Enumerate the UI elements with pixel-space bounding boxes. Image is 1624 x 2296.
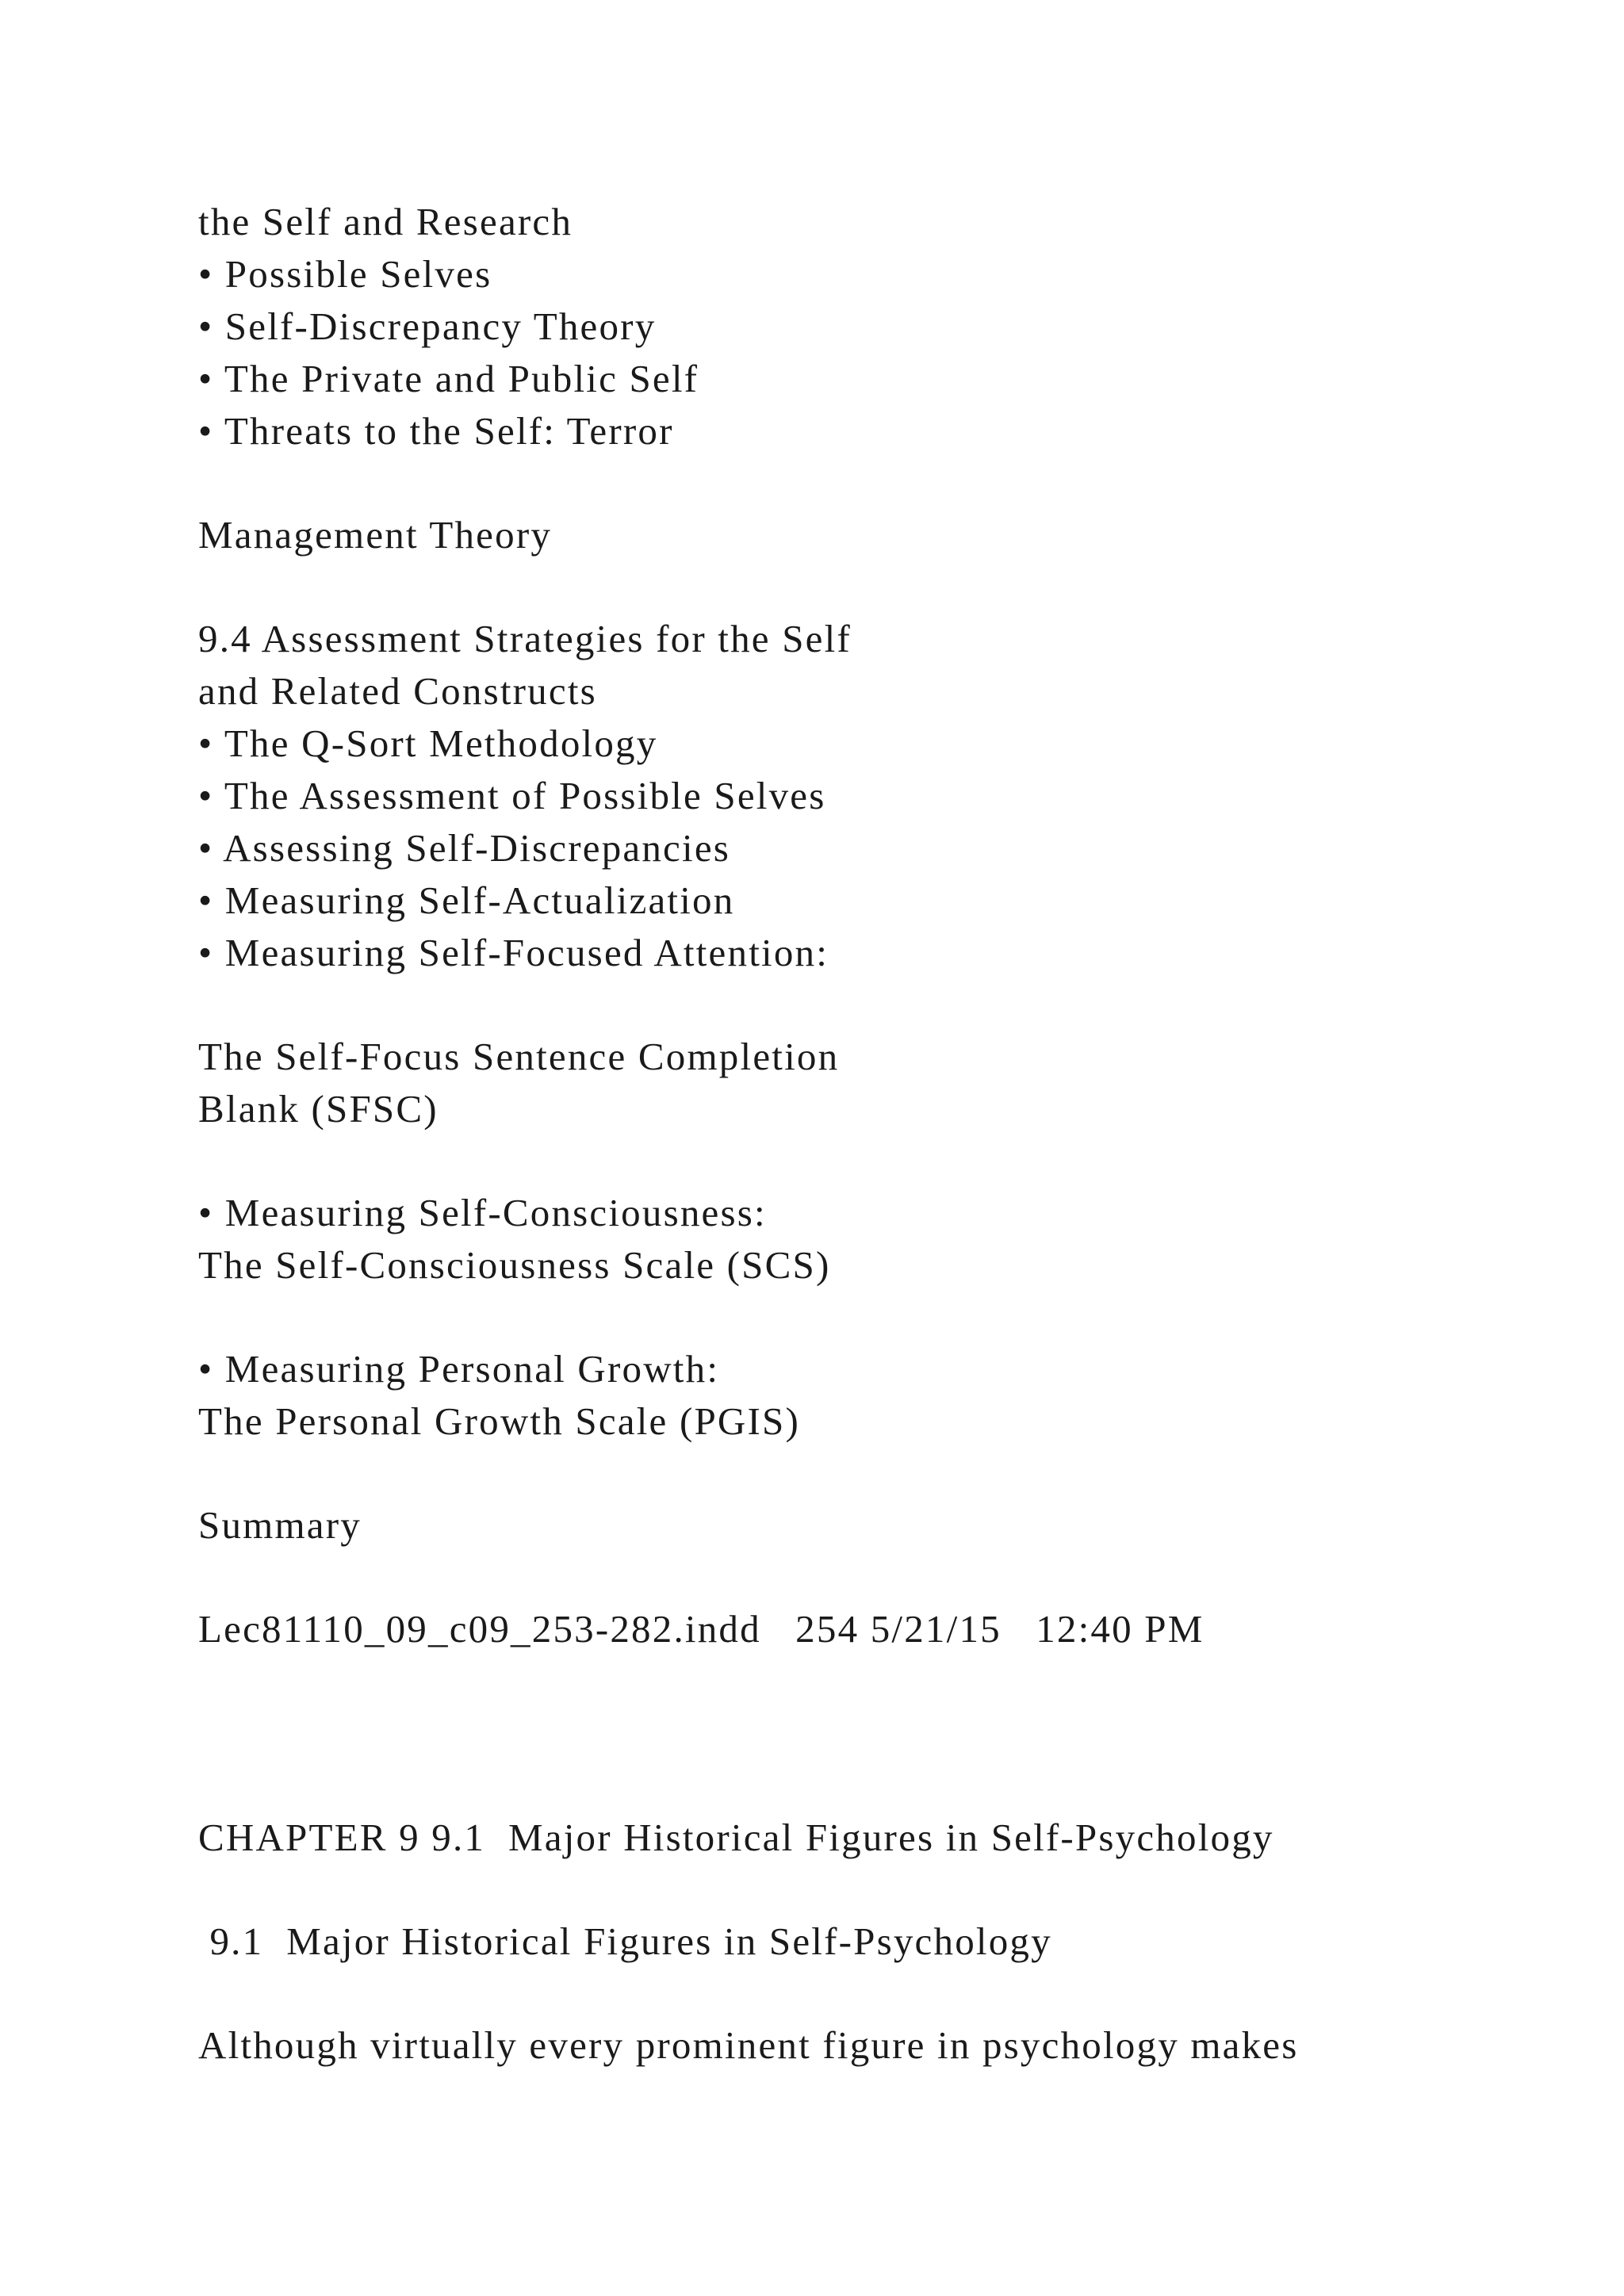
bullet-item: • Threats to the Self: Terror — [198, 409, 674, 453]
section-heading: 9.4 Assessment Strategies for the Self — [198, 617, 852, 660]
bullet-item: • Measuring Personal Growth: — [198, 1347, 720, 1391]
section-title: 9.1 Major Historical Figures in Self-Psychology — [198, 1919, 1052, 1963]
section-heading: and Related Constructs — [198, 669, 597, 713]
text-line: The Self-Consciousness Scale (SCS) — [198, 1243, 831, 1287]
bullet-item: • Measuring Self-Actualization — [198, 878, 735, 922]
bullet-item: • Assessing Self-Discrepancies — [198, 826, 731, 870]
bullet-item: • The Private and Public Self — [198, 357, 699, 400]
chapter-header: CHAPTER 9 9.1 Major Historical Figures in Self-Psychology — [198, 1816, 1274, 1859]
body-paragraph-line: Although virtually every prominent figure in psychology makes — [198, 2023, 1299, 2067]
text-line: Management Theory — [198, 513, 553, 557]
bullet-item: • Measuring Self-Consciousness: — [198, 1191, 767, 1234]
bullet-item: • The Q-Sort Methodology — [198, 721, 658, 765]
bullet-item: • Possible Selves — [198, 252, 492, 296]
text-line: The Self-Focus Sentence Completion — [198, 1035, 840, 1078]
text-line: Blank (SFSC) — [198, 1087, 439, 1131]
bullet-item: • Measuring Self-Focused Attention: — [198, 931, 829, 974]
file-info-line: Lec81110_09_c09_253-282.indd 254 5/21/15 12:40 PM — [198, 1607, 1205, 1651]
summary-heading: Summary — [198, 1503, 362, 1547]
bullet-item: • Self-Discrepancy Theory — [198, 304, 657, 348]
text-line: The Personal Growth Scale (PGIS) — [198, 1399, 800, 1443]
bullet-item: • The Assessment of Possible Selves — [198, 774, 826, 817]
text-line: the Self and Research — [198, 200, 573, 243]
